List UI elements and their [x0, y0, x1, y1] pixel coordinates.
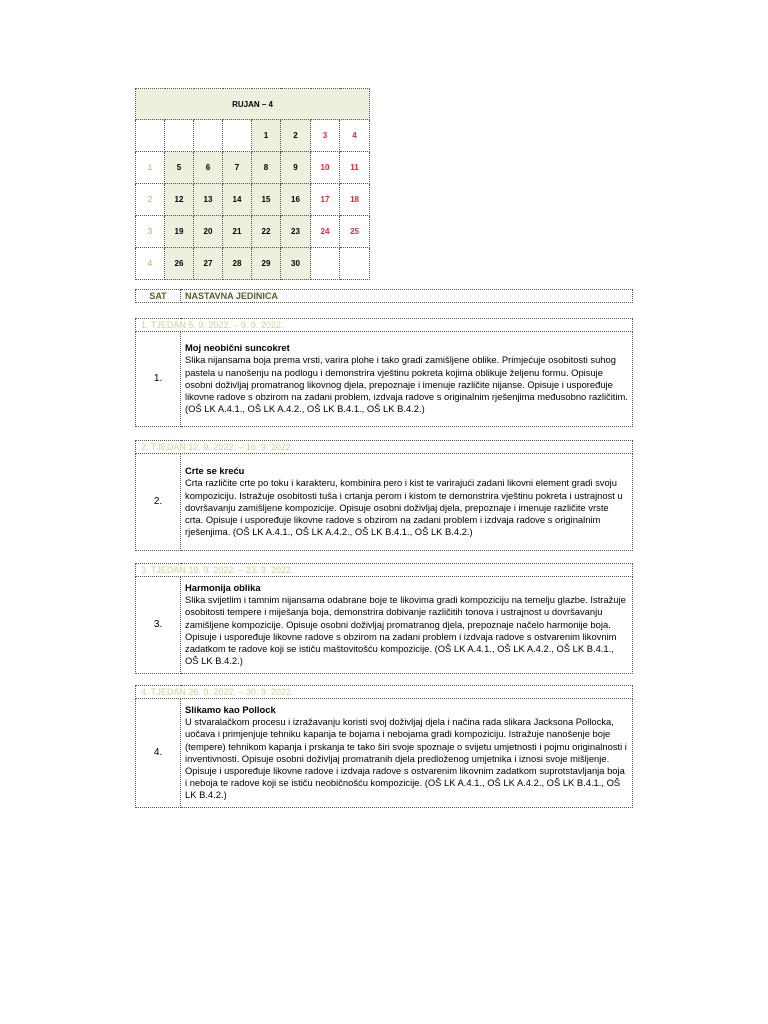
calendar-day: 16	[281, 184, 311, 216]
calendar-day: 30	[281, 248, 311, 280]
calendar-day: 21	[223, 216, 252, 248]
week-block	[135, 440, 633, 551]
lesson-text: Crta različite crte po toku i karakteru, kombinira pero i kist te varirajući zadani likovni element gradi svoju kompoziciju. Istražuje osobitosti tuša i crtanja perom i kistom te demonstrira vještinu pokreta i ustrajnost u dovršavanju zamišljene kompozicije. Opisuje osobni doživljaj djela, prepoznaje i imenuje različite vrste crta. Opisuje i uspoređuje likovne radove s obzirom na zadani problem i izdvaja radove s originalnim rješenjima. (OŠ LK A.4.1., OŠ LK A.4.2., OŠ LK B.4.1., OŠ LK B.4.2.)	[185, 477, 623, 538]
week-title: 2. TJEDAN 12. 9. 2022. – 16. 9. 2022.	[136, 441, 633, 454]
calendar-day: 8	[252, 152, 281, 184]
calendar-week-row	[136, 216, 370, 248]
lesson-title: Harmonija oblika	[185, 581, 261, 593]
calendar-day	[340, 248, 370, 280]
week-number: 2	[136, 184, 165, 216]
week-number: 4	[136, 248, 165, 280]
calendar-day: 3	[311, 120, 340, 152]
calendar-day: 19	[165, 216, 194, 248]
calendar-day: 4	[340, 120, 370, 152]
lesson-description	[181, 577, 633, 674]
calendar-day	[223, 120, 252, 152]
calendar-day: 25	[340, 216, 370, 248]
week-block	[135, 685, 633, 808]
calendar-week-row	[136, 152, 370, 184]
lesson-description	[181, 332, 633, 427]
calendar-day: 15	[252, 184, 281, 216]
week-number	[136, 120, 165, 152]
lesson-title: Moj neobični suncokret	[185, 342, 290, 354]
calendar-day: 18	[340, 184, 370, 216]
week-block	[135, 563, 633, 674]
lesson-text: U stvaralačkom procesu i izražavanju koristi svoj doživljaj djela i načina rada slikara Jacksona Pollocka, uočava i primjenjuje tehniku kapanja te bojama i nebojama gradi kompoziciju. Istražuje nanošenje boje (tempere) tehnikom kapanja i prskanja te tako širi svoje spoznaje o svijetu umjetnosti i pojmu originalnosti i inventivnosti. Opisuje osobni doživljaj promatranih djela predloženog umjetnika i iznosi svoje mišljenje. Opisuje i uspoređuje likovne radove i izdvaja radove s ostvarenim likovnim zadatkom suprotstavljanja boja i neboja te radove koji se ističu neobičnošću kompozicije. (OŠ LK A.4.1., OŠ LK A.4.2., OŠ LK B.4.1., OŠ LK B.4.2.)	[185, 716, 627, 801]
calendar-day: 13	[194, 184, 223, 216]
calendar-day: 23	[281, 216, 311, 248]
calendar-day: 11	[340, 152, 370, 184]
calendar-day: 22	[252, 216, 281, 248]
week-number: 3	[136, 216, 165, 248]
lesson-number: 4.	[136, 699, 181, 808]
calendar-day: 26	[165, 248, 194, 280]
calendar-day: 20	[194, 216, 223, 248]
calendar-day	[165, 120, 194, 152]
calendar-day: 2	[281, 120, 311, 152]
lesson-number: 3.	[136, 577, 181, 674]
calendar-week-row	[136, 184, 370, 216]
plan-table-header	[135, 289, 633, 303]
calendar-day: 1	[252, 120, 281, 152]
calendar-week-row	[136, 120, 370, 152]
week-title: 1. TJEDAN 5. 9. 2022. – 9. 9. 2022.	[136, 319, 633, 332]
calendar-day: 10	[311, 152, 340, 184]
lesson-text: Slika nijansama boja prema vrsti, varira plohe i tako gradi zamišljene oblike. Primjećuje osobitosti suhog pastela u nanošenju na podlogu i demonstrira vještinu pokreta kojima oblikuje željenu formu. Opisuje osobni doživljaj promatranog likovnog djela, prepoznaje i imenuje različite nijanse. Opisuje i uspoređuje likovne radove s obzirom na zadani problem, izdvaja radove s originalnim rješenjima međusobno različitim. (OŠ LK A.4.1., OŠ LK A.4.2., OŠ LK B.4.1., OŠ LK B.4.2.)	[185, 354, 628, 415]
lesson-title: Crte se kreću	[185, 465, 245, 477]
calendar-title: RUJAN – 4	[136, 89, 370, 120]
month-calendar	[135, 88, 370, 280]
week-number: 1	[136, 152, 165, 184]
calendar-day: 27	[194, 248, 223, 280]
lesson-description	[181, 454, 633, 551]
calendar-week-row	[136, 248, 370, 280]
calendar-day: 12	[165, 184, 194, 216]
lesson-text: Slika svijetlim i tamnim nijansama odabrane boje te likovima gradi kompoziciju na temelju glazbe. Istražuje osobitosti tempere i miješanja boja, demonstrira dobivanje različitih tonova i ustrajnost u dovršavanju zamišljene kompozicije. Opisuje osobni doživljaj promatranog djela, prepoznaje načelo harmonije boja. Opisuje i uspoređuje likovne radove s obzirom na zadani problem i izdvaja radove s ostvarenim likovnim zadatkom te radove koji se ističu maštovitošću kompozicije. (OŠ LK A.4.1., OŠ LK A.4.2., OŠ LK B.4.1., OŠ LK B.4.2.)	[185, 594, 626, 667]
calendar-day: 29	[252, 248, 281, 280]
calendar-day: 24	[311, 216, 340, 248]
calendar-day: 17	[311, 184, 340, 216]
lesson-description	[181, 699, 633, 808]
week-title: 4. TJEDAN 26. 9. 2022. – 30. 9. 2022.	[136, 686, 633, 699]
header-nastavna-jedinica: NASTAVNA JEDINICA	[181, 290, 633, 303]
week-title: 3. TJEDAN 19. 9. 2022. – 23. 9. 2022.	[136, 564, 633, 577]
calendar-day: 7	[223, 152, 252, 184]
calendar-day: 6	[194, 152, 223, 184]
lesson-title: Slikamo kao Pollock	[185, 703, 276, 715]
calendar-day: 9	[281, 152, 311, 184]
calendar-day: 28	[223, 248, 252, 280]
calendar-day	[311, 248, 340, 280]
calendar-day: 14	[223, 184, 252, 216]
header-sat: SAT	[136, 290, 181, 303]
lesson-number: 1.	[136, 332, 181, 427]
week-block	[135, 318, 633, 427]
calendar-day	[194, 120, 223, 152]
calendar-day: 5	[165, 152, 194, 184]
lesson-number: 2.	[136, 454, 181, 551]
